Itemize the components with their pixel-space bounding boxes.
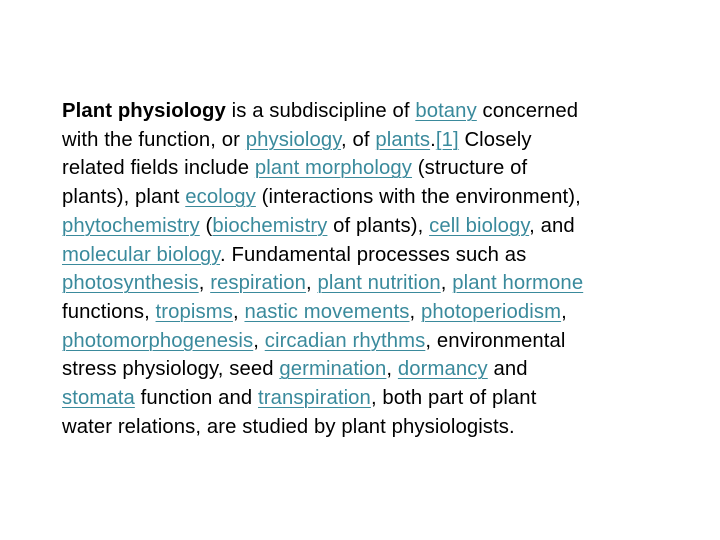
body-text: , environmental <box>425 329 566 352</box>
subject-term: Plant physiology <box>62 100 226 122</box>
wiki-link[interactable]: biochemistry <box>212 214 328 237</box>
wiki-link[interactable]: transpiration <box>258 387 371 410</box>
wiki-link[interactable]: photoperiodism <box>421 300 562 323</box>
body-text: , of <box>341 128 376 151</box>
paragraph-line <box>62 154 682 183</box>
wiki-link[interactable]: stomata <box>62 387 135 410</box>
wiki-link[interactable]: tropisms <box>155 300 233 323</box>
wiki-link[interactable]: germination <box>279 358 387 381</box>
body-text: , <box>386 358 398 381</box>
body-text: function and <box>134 387 259 410</box>
wiki-link[interactable]: plants <box>375 128 431 151</box>
body-text: , and <box>529 214 575 237</box>
paragraph-line <box>62 212 682 241</box>
paragraph-line <box>62 384 682 413</box>
paragraph-line <box>62 97 682 126</box>
paragraph-line <box>62 298 682 327</box>
body-text: concerned <box>476 100 579 122</box>
body-text: and <box>487 358 528 381</box>
body-text: Closely <box>458 128 532 151</box>
body-text: , <box>305 272 318 295</box>
body-text: water relations, are studied by plant physiologists. <box>62 415 515 438</box>
wiki-link[interactable]: nastic movements <box>244 300 410 323</box>
wiki-link[interactable]: physiology <box>245 128 342 151</box>
paragraph-line <box>62 183 682 212</box>
wiki-link[interactable]: respiration <box>210 272 306 295</box>
body-text: , <box>232 300 245 323</box>
body-text: (structure of <box>412 157 528 180</box>
paragraph-line <box>62 126 682 155</box>
wiki-link[interactable]: molecular biology <box>62 243 221 266</box>
body-text: , both part of plant <box>370 387 537 410</box>
body-text: , <box>198 272 211 295</box>
wiki-link[interactable]: botany <box>415 100 477 122</box>
body-text: . <box>430 128 436 151</box>
wiki-link[interactable]: plant nutrition <box>317 272 441 295</box>
paragraph-line <box>62 413 682 442</box>
body-text: ( <box>199 214 213 237</box>
paragraph-line <box>62 269 682 298</box>
body-text: with the function, or <box>62 128 246 151</box>
body-text: stress physiology, seed <box>62 358 280 381</box>
wiki-link[interactable]: [1] <box>435 128 459 151</box>
body-text: , <box>440 272 453 295</box>
paragraph-line <box>62 241 682 270</box>
body-text: . Fundamental processes such as <box>220 243 527 266</box>
body-text: related fields include <box>62 157 255 180</box>
wiki-link[interactable]: dormancy <box>397 358 488 381</box>
body-text: is a subdiscipline of <box>225 100 416 122</box>
paragraph-line <box>62 327 682 356</box>
body-text: , <box>253 329 265 352</box>
wiki-link[interactable]: circadian rhythms <box>264 329 426 352</box>
body-text: , <box>409 300 421 323</box>
wiki-link[interactable]: phytochemistry <box>62 214 200 237</box>
wiki-link[interactable]: ecology <box>185 186 256 209</box>
wiki-link[interactable]: photosynthesis <box>62 272 199 295</box>
article-paragraph <box>62 97 682 441</box>
body-text: plants), plant <box>62 186 186 209</box>
paragraph-line <box>62 355 682 384</box>
body-text: functions, <box>62 300 156 323</box>
wiki-link[interactable]: plant hormone <box>452 272 584 295</box>
wiki-link[interactable]: cell biology <box>429 214 530 237</box>
wiki-link[interactable]: plant morphology <box>254 157 413 180</box>
body-text: (interactions with the environment), <box>255 186 581 209</box>
body-text: , <box>561 300 567 323</box>
wiki-link[interactable]: photomorphogenesis <box>62 329 254 352</box>
body-text: of plants), <box>327 214 430 237</box>
